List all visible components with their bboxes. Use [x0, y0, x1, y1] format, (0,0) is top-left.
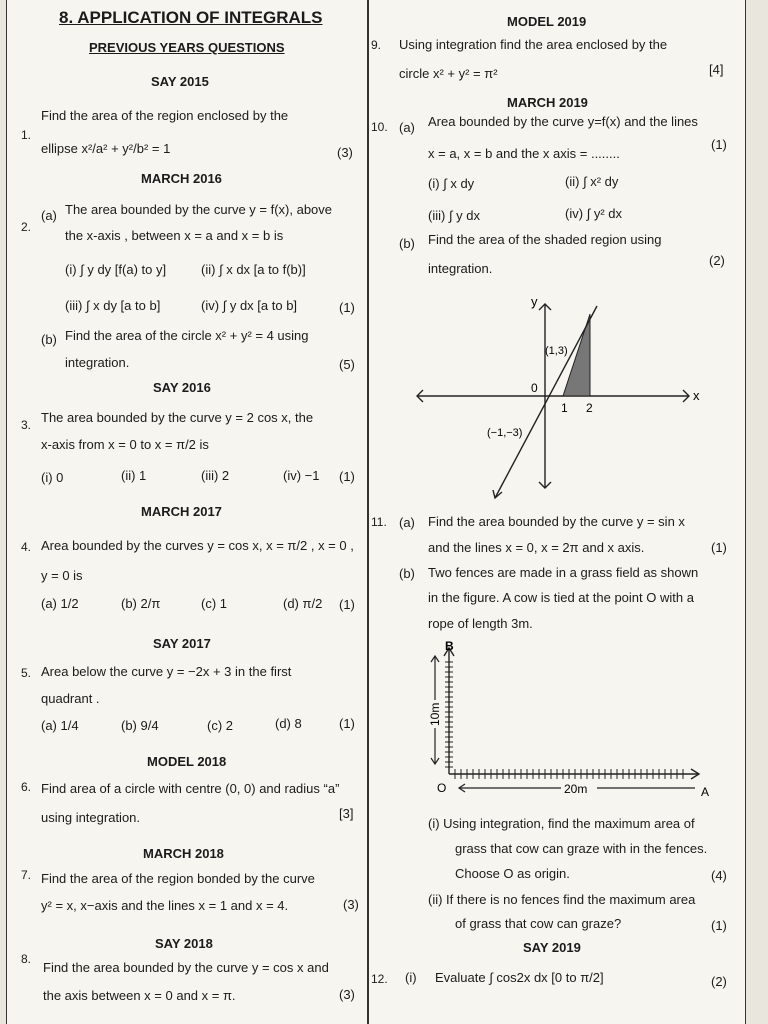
question-number: 4. — [21, 540, 32, 554]
q11b-text: Two fences are made in a grass field as shown — [428, 565, 699, 580]
origin-label: 0 — [531, 381, 538, 395]
question-number: 1. — [21, 128, 32, 142]
question-number: 6. — [21, 780, 32, 794]
q7-text: y² = x, x−axis and the lines x = 1 and x = 4. — [41, 898, 289, 913]
q2-option-3: (iii) ∫ x dy [a to b] — [65, 298, 161, 313]
q11-part-b: (b) — [399, 566, 415, 581]
q10-marks-b: (2) — [709, 253, 725, 268]
q3-option-2: (ii) 1 — [121, 468, 147, 483]
q10-text: x = a, x = b and the x axis = ........ — [428, 146, 620, 161]
heading-say-2015: SAY 2015 — [151, 74, 209, 89]
q5-text: Area below the curve y = −2x + 3 in the first — [41, 664, 292, 679]
section-subtitle: PREVIOUS YEARS QUESTIONS — [89, 40, 285, 55]
q1-equation: ellipse x²/a² + y²/b² = 1 — [41, 141, 171, 156]
line-curve — [495, 306, 597, 498]
point-label-1-3: (1,3) — [545, 345, 568, 357]
question-number: 9. — [371, 38, 382, 52]
q5-option-2: (b) 9/4 — [121, 718, 159, 733]
heading-march-2017: MARCH 2017 — [141, 504, 222, 519]
q11-ii-text: (ii) If there is no fences find the maximum area — [428, 892, 696, 907]
label-b: B — [445, 640, 454, 653]
question-page — [6, 0, 746, 1024]
q2-option-1: (i) ∫ y dy [f(a) to y] — [65, 262, 167, 277]
q11-marks-i: (4) — [711, 868, 727, 883]
heading-say-2019: SAY 2019 — [523, 940, 581, 955]
heading-model-2019: MODEL 2019 — [507, 14, 587, 29]
q9-text: circle x² + y² = π² — [399, 66, 498, 81]
question-number: 8. — [21, 952, 32, 966]
tick-label-2: 2 — [586, 401, 593, 415]
q2-marks-b: (5) — [339, 357, 355, 372]
q4-option-4: (d) π/2 — [283, 596, 323, 611]
q10b-text: Find the area of the shaded region using — [428, 232, 662, 247]
q10-option-3: (iii) ∫ y dx — [428, 208, 480, 223]
q3-option-4: (iv) −1 — [283, 468, 320, 483]
q3-text: x-axis from x = 0 to x = π/2 is — [41, 437, 209, 452]
label-a: A — [701, 785, 710, 799]
q11-text: Find the area bounded by the curve y = sin x — [428, 514, 685, 529]
tick-label-1: 1 — [561, 401, 568, 415]
q4-marks: (1) — [339, 597, 355, 612]
q11-i-text: (i) Using integration, find the maximum area of — [428, 816, 695, 831]
q4-option-2: (b) 2/π — [121, 596, 161, 611]
question-number: 12. — [371, 972, 388, 986]
heading-march-2019: MARCH 2019 — [507, 95, 588, 110]
question-number: 7. — [21, 868, 32, 882]
fence-figure — [425, 640, 725, 806]
q2-part-a: (a) — [41, 208, 57, 223]
q3-option-3: (iii) 2 — [201, 468, 230, 483]
column-divider — [367, 0, 369, 1024]
q10-option-1: (i) ∫ x dy — [428, 176, 475, 191]
q2-text: the x-axis , between x = a and x = b is — [65, 228, 284, 243]
question-number: 2. — [21, 220, 32, 234]
q2b-text: integration. — [65, 355, 130, 370]
q10-text: Area bounded by the curve y=f(x) and the lines — [428, 114, 698, 129]
q10-part-a: (a) — [399, 120, 415, 135]
q4-text: Area bounded by the curves y = cos x, x = π/2 , x = 0 , — [41, 538, 354, 553]
q11b-text: in the figure. A cow is tied at the point O with a — [428, 590, 694, 605]
q3-text: The area bounded by the curve y = 2 cos x, the — [41, 410, 314, 425]
q5-marks: (1) — [339, 716, 355, 731]
q5-option-4: (d) 8 — [275, 716, 302, 731]
q11-i-text: grass that cow can graze with in the fences. — [455, 841, 708, 856]
heading-say-2017: SAY 2017 — [153, 636, 211, 651]
question-number: 10. — [371, 120, 388, 134]
x-axis-label: x — [693, 388, 700, 403]
q11-marks-a: (1) — [711, 540, 727, 555]
q11-marks-ii: (1) — [711, 918, 727, 933]
q11-i-text: Choose O as origin. — [455, 866, 570, 881]
q9-marks: [4] — [709, 62, 724, 77]
q8-text: the axis between x = 0 and x = π. — [43, 988, 236, 1003]
heading-say-2018: SAY 2018 — [155, 936, 213, 951]
q4-option-1: (a) 1/2 — [41, 596, 79, 611]
q10b-text: integration. — [428, 261, 493, 276]
heading-march-2016: MARCH 2016 — [141, 171, 222, 186]
q11-text: and the lines x = 0, x = 2π and x axis. — [428, 540, 645, 555]
q6-text: Find area of a circle with centre (0, 0) and radius “a” — [41, 781, 340, 796]
q1-marks: (3) — [337, 145, 353, 160]
shaded-region-figure — [407, 290, 707, 506]
q11-part-a: (a) — [399, 515, 415, 530]
q6-text: using integration. — [41, 810, 141, 825]
q12-part-i: (i) — [405, 970, 417, 985]
q8-marks: (3) — [339, 987, 355, 1002]
q2-option-4: (iv) ∫ y dx [a to b] — [201, 298, 298, 313]
question-number: 3. — [21, 418, 32, 432]
q12-text: Evaluate ∫ cos2x dx [0 to π/2] — [435, 970, 604, 985]
q10-part-b: (b) — [399, 236, 415, 251]
q9-text: Using integration find the area enclosed by the — [399, 37, 668, 52]
q10-marks-a: (1) — [711, 137, 727, 152]
q10-option-4: (iv) ∫ y² dx — [565, 206, 623, 221]
point-label-neg1-neg3: (−1,−3) — [487, 427, 523, 439]
heading-say-2016: SAY 2016 — [153, 380, 211, 395]
q4-text: y = 0 is — [41, 568, 83, 583]
q2-option-2: (ii) ∫ x dx [a to f(b)] — [201, 262, 306, 277]
q6-marks: [3] — [339, 806, 354, 821]
q5-option-1: (a) 1/4 — [41, 718, 79, 733]
question-number: 11. — [371, 515, 387, 529]
q3-marks: (1) — [339, 469, 355, 484]
chapter-title: 8. APPLICATION OF INTEGRALS — [59, 8, 323, 27]
q4-option-3: (c) 1 — [201, 596, 227, 611]
q3-option-1: (i) 0 — [41, 470, 64, 485]
question-number: 5. — [21, 666, 32, 680]
q11b-text: rope of length 3m. — [428, 616, 533, 631]
q5-option-3: (c) 2 — [207, 718, 233, 733]
q7-marks: (3) — [343, 897, 359, 912]
dimension-10m: 10m — [428, 702, 442, 726]
q8-text: Find the area bounded by the curve y = cos x and — [43, 960, 329, 975]
heading-march-2018: MARCH 2018 — [143, 846, 224, 861]
label-o: O — [437, 781, 447, 795]
q11-ii-text: of grass that cow can graze? — [455, 916, 622, 931]
q5-text: quadrant . — [41, 691, 100, 706]
y-axis-label: y — [531, 294, 538, 309]
q1-text: Find the area of the region enclosed by the — [41, 108, 289, 123]
q7-text: Find the area of the region bonded by the curve — [41, 871, 315, 886]
q2-text: The area bounded by the curve y = f(x), above — [65, 202, 333, 217]
heading-model-2018: MODEL 2018 — [147, 754, 227, 769]
dimension-20m: 20m — [564, 782, 588, 796]
q12-marks: (2) — [711, 974, 727, 989]
q10-option-2: (ii) ∫ x² dy — [565, 174, 619, 189]
q2-marks-a: (1) — [339, 300, 355, 315]
q2-part-b: (b) — [41, 332, 57, 347]
q2b-text: Find the area of the circle x² + y² = 4 using — [65, 328, 309, 343]
